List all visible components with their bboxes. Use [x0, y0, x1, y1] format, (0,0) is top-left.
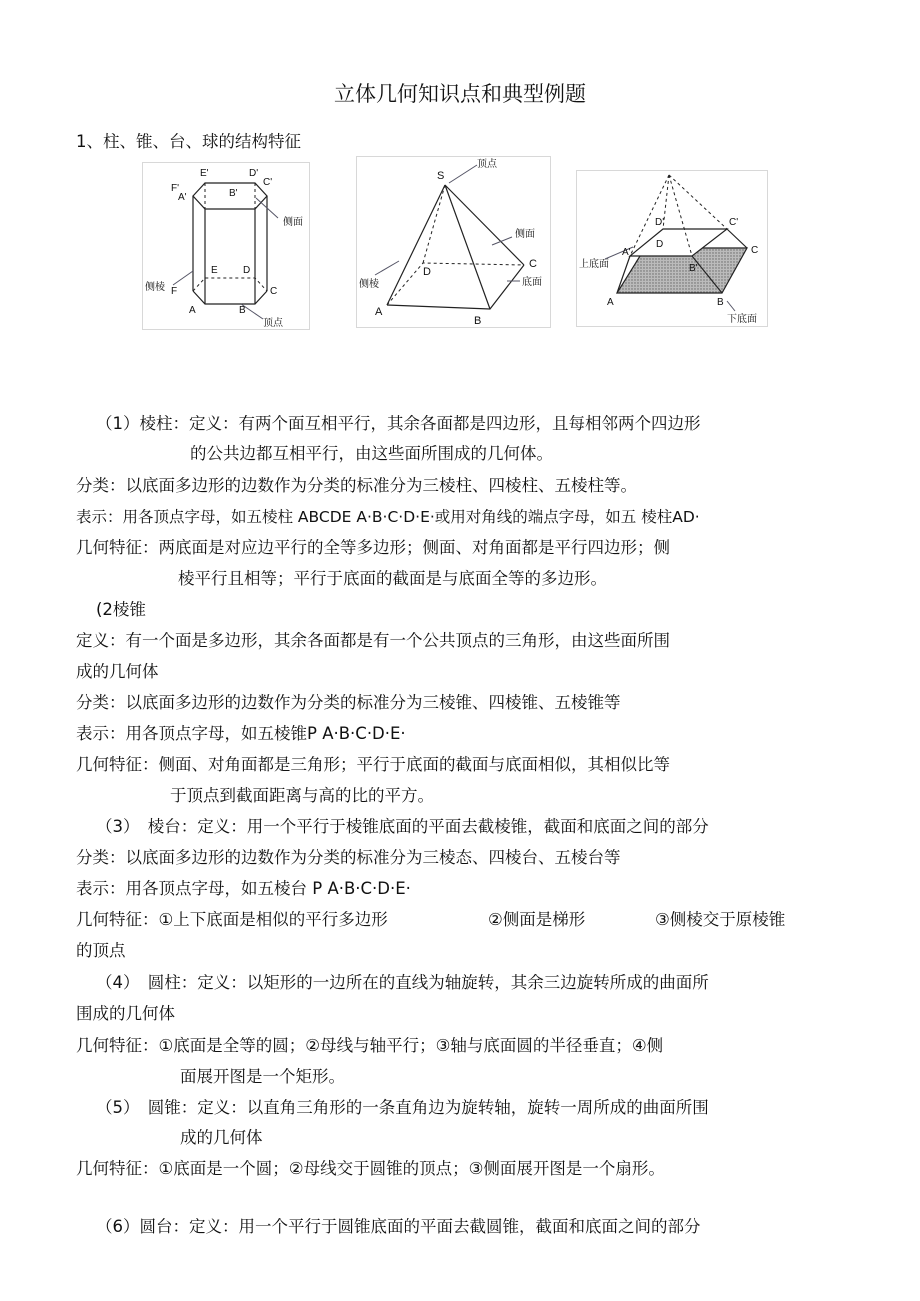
- frustum-bottom-base-label: 下底面: [727, 314, 757, 325]
- text-line: 围成的几何体: [76, 1004, 175, 1023]
- section-heading: 1、柱、锥、台、球的结构特征: [76, 132, 301, 151]
- text-line: 表示：用各顶点字母，如五棱柱 ABCDE A·B·C·D·E·或用对角线的端点字母，如五 棱柱AD·: [76, 508, 700, 526]
- frustum-vertex-label: A': [622, 247, 631, 258]
- prism-vertex-label: C': [263, 177, 273, 188]
- frustum-vertex-label: D: [656, 239, 664, 250]
- page-title: 立体几何知识点和典型例题: [334, 82, 586, 106]
- pyramid-vertex-label: A: [375, 306, 383, 318]
- text-line: 的顶点: [76, 941, 126, 960]
- prism-vertex-label: A': [178, 192, 187, 203]
- text-line: 几何特征：①上下底面是相似的平行多边形: [76, 910, 388, 929]
- pyramid-figure: [356, 156, 551, 328]
- frustum-vertex-label: D': [655, 217, 665, 228]
- frustum-vertex-label: C': [729, 217, 739, 228]
- text-line: 于顶点到截面距离与高的比的平方。: [170, 786, 434, 805]
- prism-figure: [142, 162, 310, 330]
- text-line: （6）圆台：定义：用一个平行于圆锥底面的平面去截圆锥，截面和底面之间的部分: [96, 1217, 701, 1236]
- frustum-top-base-label: 上底面: [579, 259, 609, 270]
- text-line: 分类：以底面多边形的边数作为分类的标准分为三棱态、四棱台、五棱台等: [76, 848, 621, 867]
- text-line: （4） 圆柱：定义：以矩形的一边所在的直线为轴旋转，其余三边旋转所成的曲面所: [96, 973, 709, 992]
- prism-side-edge-label: 侧棱: [145, 282, 165, 293]
- prism-vertex-label: B': [229, 188, 238, 199]
- prism-vertex-label: B: [239, 305, 246, 316]
- text-line: 几何特征：①底面是全等的圆；②母线与轴平行；③轴与底面圆的半径垂直；④侧: [76, 1036, 664, 1055]
- text-line: 棱平行且相等；平行于底面的截面是与底面全等的多边形。: [178, 569, 607, 588]
- text-line: 成的几何体: [76, 662, 159, 681]
- text-line: ③侧棱交于原棱锥: [655, 910, 786, 929]
- text-line: 面展开图是一个矩形。: [180, 1067, 345, 1086]
- text-line: 几何特征：侧面、对角面都是三角形；平行于底面的截面与底面相似，其相似比等: [76, 755, 670, 774]
- prism-vertex-label: F: [171, 286, 178, 297]
- frustum-vertex-label: C: [751, 245, 759, 256]
- prism-vertex-label: F': [171, 183, 180, 194]
- pyramid-vertex-caption: 顶点: [477, 159, 497, 170]
- prism-vertex-label: E: [211, 265, 218, 276]
- text-line: 的公共边都互相平行，由这些面所围成的几何体。: [190, 444, 553, 463]
- frustum-figure: [576, 170, 768, 327]
- prism-vertex-caption: 顶点: [263, 318, 283, 329]
- text-line: 成的几何体: [180, 1128, 263, 1147]
- frustum-vertex-label: B': [689, 263, 698, 274]
- prism-vertex-label: C: [270, 286, 278, 297]
- prism-vertex-label: D: [243, 265, 251, 276]
- pyramid-base-label: 底面: [522, 277, 542, 288]
- text-line: 分类：以底面多边形的边数作为分类的标准分为三棱锥、四棱锥、五棱锥等: [76, 693, 621, 712]
- text-line: ②侧面是梯形: [488, 910, 586, 929]
- text-line: 分类：以底面多边形的边数作为分类的标准分为三棱柱、四棱柱、五棱柱等。: [76, 476, 637, 495]
- text-line: 表示：用各顶点字母，如五棱台 P A·B·C·D·E·: [76, 879, 411, 898]
- pyramid-vertex-label: D: [423, 266, 431, 278]
- prism-vertex-label: A: [189, 305, 196, 316]
- text-line: （3） 棱台：定义：用一个平行于棱锥底面的平面去截棱锥，截面和底面之间的部分: [96, 817, 709, 836]
- prism-vertex-label: D': [249, 168, 259, 179]
- frustum-vertex-label: B: [717, 297, 724, 308]
- frustum-vertex-label: A: [607, 297, 614, 308]
- text-line: （1）棱柱：定义：有两个面互相平行，其余各面都是四边形，且每相邻两个四边形: [96, 414, 701, 433]
- prism-side-face-label: 侧面: [283, 217, 303, 228]
- prism-vertex-label: E': [200, 168, 209, 179]
- text-line: 表示：用各顶点字母，如五棱锥P A·B·C·D·E·: [76, 724, 406, 743]
- text-line: (2棱锥: [96, 600, 146, 619]
- text-line: 几何特征：两底面是对应边平行的全等多边形；侧面、对角面都是平行四边形；侧: [76, 538, 670, 557]
- pyramid-vertex-label: B: [474, 315, 482, 327]
- text-line: （5） 圆锥：定义：以直角三角形的一条直角边为旋转轴，旋转一周所成的曲面所围: [96, 1098, 709, 1117]
- pyramid-vertex-label: S: [437, 170, 445, 182]
- text-line: 定义：有一个面是多边形，其余各面都是有一个公共顶点的三角形，由这些面所围: [76, 631, 670, 650]
- text-line: 几何特征：①底面是一个圆；②母线交于圆锥的顶点；③侧面展开图是一个扇形。: [76, 1159, 665, 1178]
- pyramid-side-edge-label: 侧棱: [359, 279, 379, 290]
- pyramid-vertex-label: C: [529, 258, 537, 270]
- pyramid-side-face-label: 侧面: [515, 229, 535, 240]
